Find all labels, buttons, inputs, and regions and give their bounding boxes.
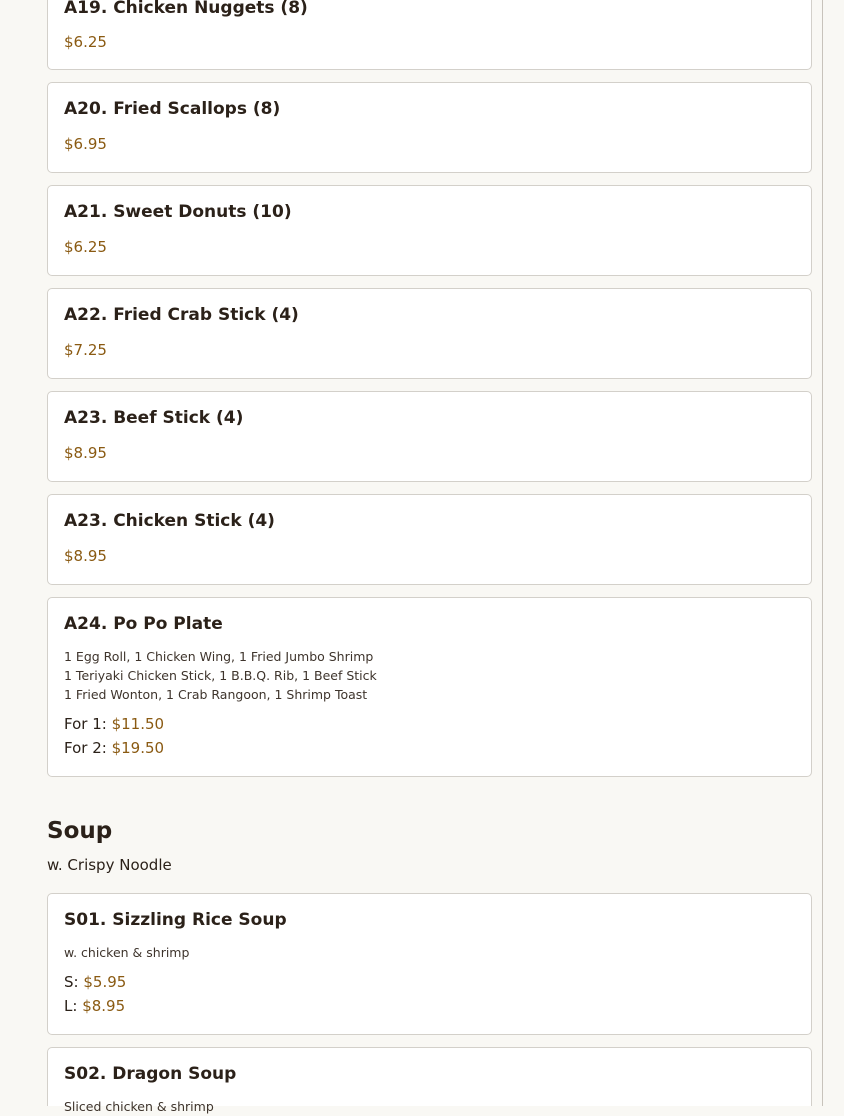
price-option-amount: $8.95 bbox=[82, 997, 126, 1015]
item-description: 1 Fried Wonton, 1 Crab Rangoon, 1 Shrimp Toast bbox=[64, 687, 368, 702]
item-price: $8.95 bbox=[64, 547, 107, 565]
price-option-label: For 2: bbox=[64, 739, 107, 757]
price-option bbox=[64, 739, 164, 757]
price-option-label: For 1: bbox=[64, 715, 107, 733]
item-title: A23. Beef Stick (4) bbox=[64, 408, 244, 428]
menu-item-card[interactable] bbox=[47, 494, 812, 585]
price-option-amount: $19.50 bbox=[111, 739, 165, 757]
price-option bbox=[64, 715, 164, 733]
item-title: A24. Po Po Plate bbox=[64, 614, 223, 634]
price-option bbox=[64, 997, 125, 1015]
price-option-amount: $5.95 bbox=[83, 973, 127, 991]
item-price: $6.25 bbox=[64, 33, 107, 51]
menu-item-card[interactable] bbox=[47, 893, 812, 1035]
item-title: S02. Dragon Soup bbox=[64, 1064, 237, 1084]
menu-item-card[interactable] bbox=[47, 288, 812, 379]
item-title: A21. Sweet Donuts (10) bbox=[64, 202, 292, 222]
price-option-label: L: bbox=[64, 997, 78, 1015]
item-title: A22. Fried Crab Stick (4) bbox=[64, 305, 299, 325]
section-title: Soup bbox=[47, 818, 113, 844]
section-subtitle: w. Crispy Noodle bbox=[47, 856, 172, 874]
item-title: A19. Chicken Nuggets (8) bbox=[64, 0, 308, 18]
item-description: 1 Egg Roll, 1 Chicken Wing, 1 Fried Jumbo Shrimp bbox=[64, 649, 374, 664]
item-price: $8.95 bbox=[64, 444, 107, 462]
menu-item-card[interactable] bbox=[47, 391, 812, 482]
price-option-amount: $11.50 bbox=[111, 715, 165, 733]
menu-item-card[interactable] bbox=[47, 82, 812, 173]
item-description: w. chicken & shrimp bbox=[64, 945, 190, 960]
menu-item-card[interactable] bbox=[47, 0, 812, 70]
menu-item-card[interactable] bbox=[47, 185, 812, 276]
item-title: S01. Sizzling Rice Soup bbox=[64, 910, 287, 930]
item-title: A23. Chicken Stick (4) bbox=[64, 511, 275, 531]
item-title: A20. Fried Scallops (8) bbox=[64, 99, 281, 119]
price-option bbox=[64, 973, 126, 991]
item-description: Sliced chicken & shrimp bbox=[64, 1099, 214, 1114]
menu-item-card[interactable] bbox=[47, 597, 812, 777]
price-option-label: S: bbox=[64, 973, 79, 991]
page-divider bbox=[822, 0, 823, 1106]
item-description: 1 Teriyaki Chicken Stick, 1 B.B.Q. Rib, 1 Beef Stick bbox=[64, 668, 377, 683]
item-price: $6.95 bbox=[64, 135, 107, 153]
menu-item-card[interactable] bbox=[47, 1047, 812, 1114]
item-price: $6.25 bbox=[64, 238, 107, 256]
item-price: $7.25 bbox=[64, 341, 107, 359]
